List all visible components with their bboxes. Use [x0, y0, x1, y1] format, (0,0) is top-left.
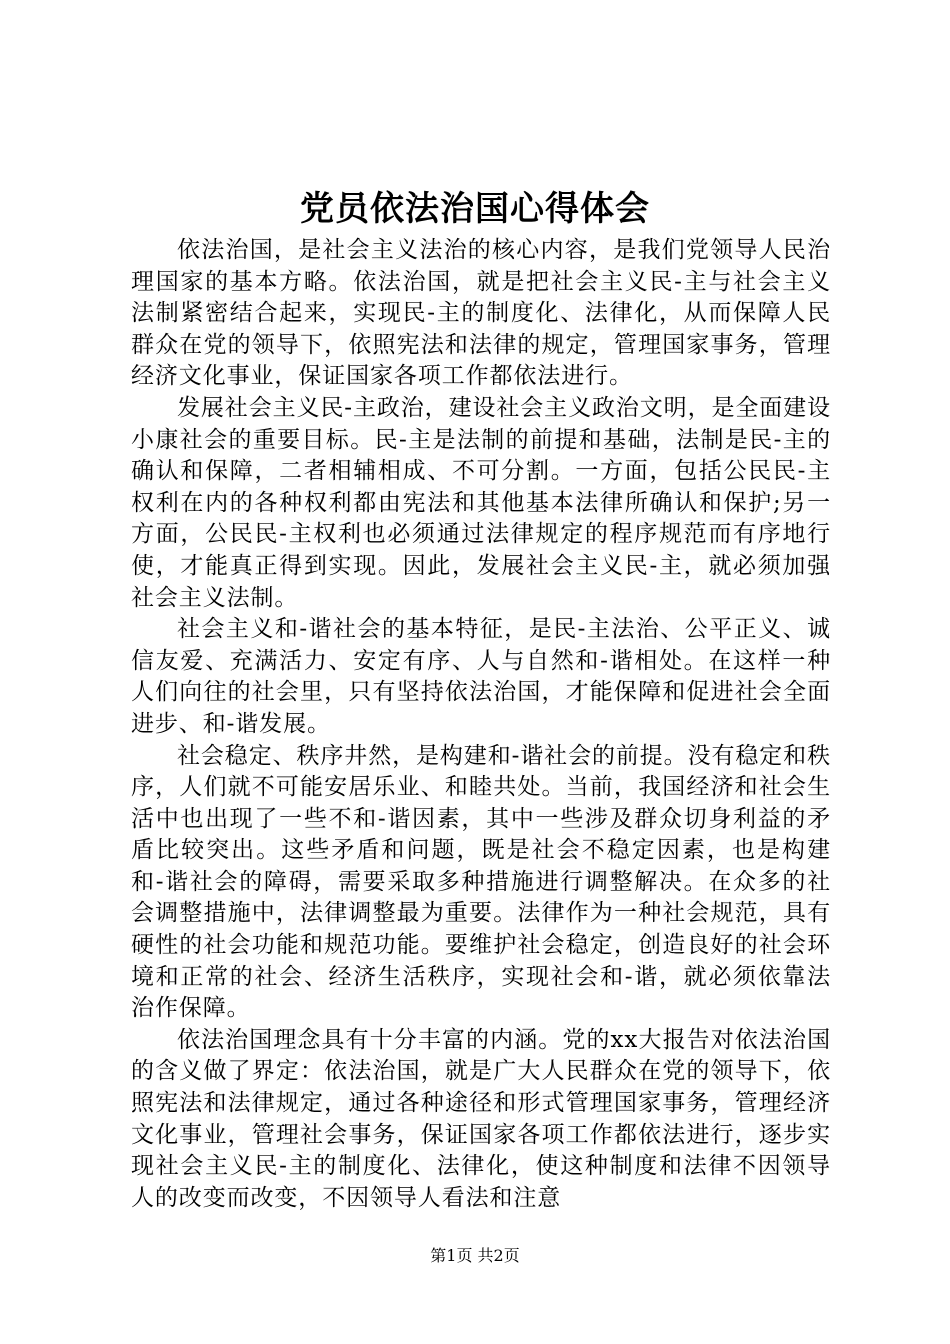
paragraph-3: 社会主义和-谐社会的基本特征，是民-主法治、公平正义、诚信友爱、充满活力、安定有序、人与自然和-谐相处。在这样一种人们向往的社会里，只有坚持依法治国，才能保障和促进社会全面进步、和-谐发展。	[131, 616, 831, 737]
document-title: 党员依法治国心得体会	[300, 189, 650, 229]
paragraph-2: 发展社会主义民-主政治，建设社会主义政治文明，是全面建设小康社会的重要目标。民-主是法制的前提和基础，法制是民-主的确认和保障，二者相辅相成、不可分割。一方面，包括公民民-主权利在内的各种权利都由宪法和其他基本法律所确认和保护;另一方面，公民民-主权利也必须通过法律规定的程序规范而有序地行使，才能真正得到实现。因此，发展社会主义民-主，就必须加强社会主义法制。	[131, 394, 831, 611]
paragraph-4: 社会稳定、秩序井然，是构建和-谐社会的前提。没有稳定和秩序，人们就不可能安居乐业、和睦共处。当前，我国经济和社会生活中也出现了一些不和-谐因素，其中一些涉及群众切身利益的矛盾比较突出。这些矛盾和问题，既是社会不稳定因素，也是构建和-谐社会的障碍，需要采取多种措施进行调整解决。在众多的社会调整措施中，法律调整最为重要。法律作为一种社会规范，具有硬性的社会功能和规范功能。要维护社会稳定，创造良好的社会环境和正常的社会、经济生活秩序，实现社会和-谐，就必须依靠法治作保障。	[131, 742, 831, 1022]
paragraph-5: 依法治国理念具有十分丰富的内涵。党的xx大报告对依法治国的含义做了界定：依法治国，就是广大人民群众在党的领导下，依照宪法和法律规定，通过各种途径和形式管理国家事务，管理经济文化事业，管理社会事务，保证国家各项工作都依法进行，逐步实现社会主义民-主的制度化、法律化，使这种制度和法律不因领导人的改变而改变，不因领导人看法和注意	[131, 1026, 831, 1211]
paragraph-1: 依法治国，是社会主义法治的核心内容，是我们党领导人民治理国家的基本方略。依法治国，就是把社会主义民-主与社会主义法制紧密结合起来，实现民-主的制度化、法律化，从而保障人民群众在党的领导下，依照宪法和法律的规定，管理国家事务，管理经济文化事业，保证国家各项工作都依法进行。	[131, 237, 831, 390]
document-body	[131, 235, 831, 1214]
page-footer: 第1页 共2页	[430, 1246, 520, 1265]
